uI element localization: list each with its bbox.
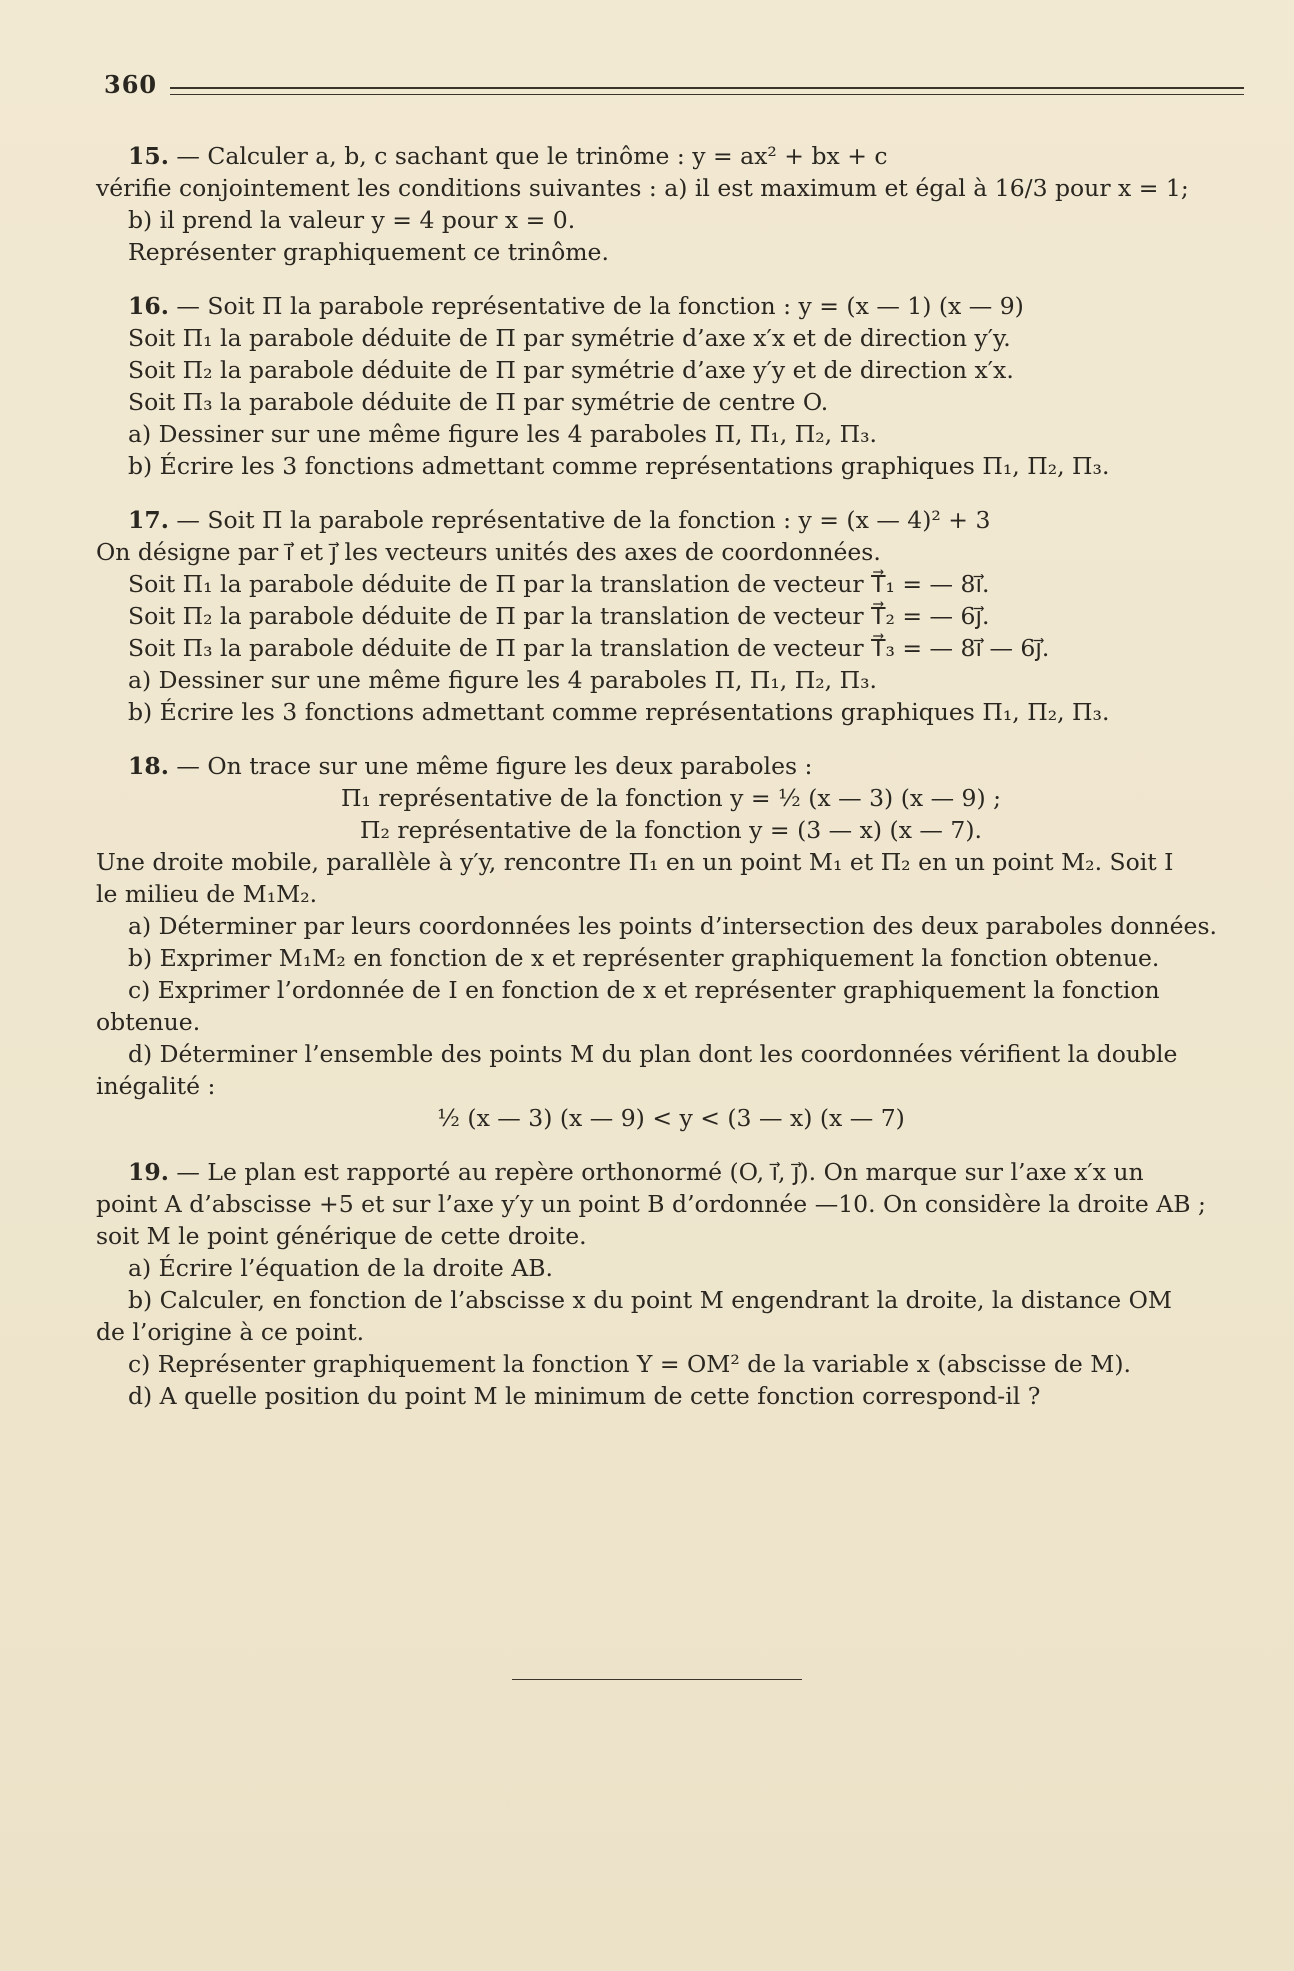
exercise-line: a) Dessiner sur une même figure les 4 paraboles Π, Π₁, Π₂, Π₃. <box>128 420 877 448</box>
exercise-18 <box>96 750 1246 1134</box>
exercise-line: a) Dessiner sur une même figure les 4 paraboles Π, Π₁, Π₂, Π₃. <box>128 666 877 694</box>
exercise-line: point A d’abscisse +5 et sur l’axe y′y un point B d’ordonnée —10. On considère la droite AB ; <box>96 1190 1206 1218</box>
exercise-line: obtenue. <box>96 1008 201 1036</box>
exercise-line: Soit Π₁ la parabole déduite de Π par la translation de vecteur T⃗₁ = — 8i⃗. <box>128 570 990 598</box>
exercise-line: 18. — On trace sur une même figure les deux paraboles : <box>128 752 813 780</box>
exercise-line: d) Déterminer l’ensemble des points M du plan dont les coordonnées vérifient la double <box>128 1040 1178 1068</box>
exercise-number: 16. <box>128 292 169 320</box>
page-number: 360 <box>104 70 158 99</box>
exercise-line: le milieu de M₁M₂. <box>96 880 318 908</box>
exercise-line: b) il prend la valeur y = 4 pour x = 0. <box>128 206 576 234</box>
exercise-line: 17. — Soit Π la parabole représentative de la fonction : y = (x — 4)² + 3 <box>128 506 991 534</box>
exercise-line: Une droite mobile, parallèle à y′y, rencontre Π₁ en un point M₁ et Π₂ en un point M₂. Soit I <box>96 848 1174 876</box>
exercise-line: b) Calculer, en fonction de l’abscisse x du point M engendrant la droite, la distance OM <box>128 1286 1172 1314</box>
exercise-line: 19. — Le plan est rapporté au repère orthonormé (O, i⃗, j⃗). On marque sur l’axe x′x un <box>128 1158 1144 1186</box>
exercise-line: 16. — Soit Π la parabole représentative de la fonction : y = (x — 1) (x — 9) <box>128 292 1024 320</box>
exercise-17 <box>96 504 1246 728</box>
exercise-line: de l’origine à ce point. <box>96 1318 365 1346</box>
exercise-number: 18. <box>128 752 169 780</box>
exercise-line: c) Exprimer l’ordonnée de I en fonction de x et représenter graphiquement la fonction <box>128 976 1160 1004</box>
exercise-line: b) Écrire les 3 fonctions admettant comme représentations graphiques Π₁, Π₂, Π₃. <box>128 698 1110 726</box>
exercise-line: 15. — Calculer a, b, c sachant que le trinôme : y = ax² + bx + c <box>128 142 888 170</box>
header-rule <box>170 87 1244 89</box>
exercise-line: c) Représenter graphiquement la fonction Y = OM² de la variable x (abscisse de M). <box>128 1350 1131 1378</box>
exercise-number: 17. <box>128 506 169 534</box>
exercise-line: Soit Π₃ la parabole déduite de Π par symétrie de centre O. <box>128 388 829 416</box>
exercise-line: Soit Π₃ la parabole déduite de Π par la translation de vecteur T⃗₃ = — 8i⃗ — 6j⃗. <box>128 634 1050 662</box>
exercise-line: a) Déterminer par leurs coordonnées les points d’intersection des deux paraboles données. <box>128 912 1217 940</box>
exercise-list <box>96 140 1246 1434</box>
exercise-line: On désigne par i⃗ et j⃗ les vecteurs unités des axes de coordonnées. <box>96 538 881 566</box>
exercise-line: vérifie conjointement les conditions suivantes : a) il est maximum et égal à 16/3 pour x = 1; <box>96 174 1189 202</box>
exercise-line: Soit Π₁ la parabole déduite de Π par symétrie d’axe x′x et de direction y′y. <box>128 324 1011 352</box>
exercise-line: Soit Π₂ la parabole déduite de Π par la translation de vecteur T⃗₂ = — 6j⃗. <box>128 602 990 630</box>
exercise-line: Soit Π₂ la parabole déduite de Π par symétrie d’axe y′y et de direction x′x. <box>128 356 1014 384</box>
exercise-line: inégalité : <box>96 1072 216 1100</box>
exercise-line: a) Écrire l’équation de la droite AB. <box>128 1254 554 1282</box>
exercise-line: b) Exprimer M₁M₂ en fonction de x et représenter graphiquement la fonction obtenue. <box>128 944 1160 972</box>
formula-line: Π₁ représentative de la fonction y = ½ (x — 3) (x — 9) ; <box>340 784 1002 812</box>
formula-line: ½ (x — 3) (x — 9) < y < (3 — x) (x — 7) <box>437 1104 905 1132</box>
exercise-line: Représenter graphiquement ce trinôme. <box>128 238 609 266</box>
exercise-number: 19. <box>128 1158 169 1186</box>
exercise-line: soit M le point générique de cette droite. <box>96 1222 587 1250</box>
exercise-15 <box>96 140 1246 268</box>
header-rule-thin <box>170 94 1244 95</box>
exercise-16 <box>96 290 1246 482</box>
page-header <box>104 70 1244 100</box>
end-rule <box>512 1679 802 1680</box>
formula-line: Π₂ représentative de la fonction y = (3 — x) (x — 7). <box>360 816 982 844</box>
exercise-line: d) A quelle position du point M le minimum de cette fonction correspond-il ? <box>128 1382 1041 1410</box>
exercise-line: b) Écrire les 3 fonctions admettant comme représentations graphiques Π₁, Π₂, Π₃. <box>128 452 1110 480</box>
exercise-number: 15. <box>128 142 169 170</box>
exercise-19 <box>96 1156 1246 1412</box>
